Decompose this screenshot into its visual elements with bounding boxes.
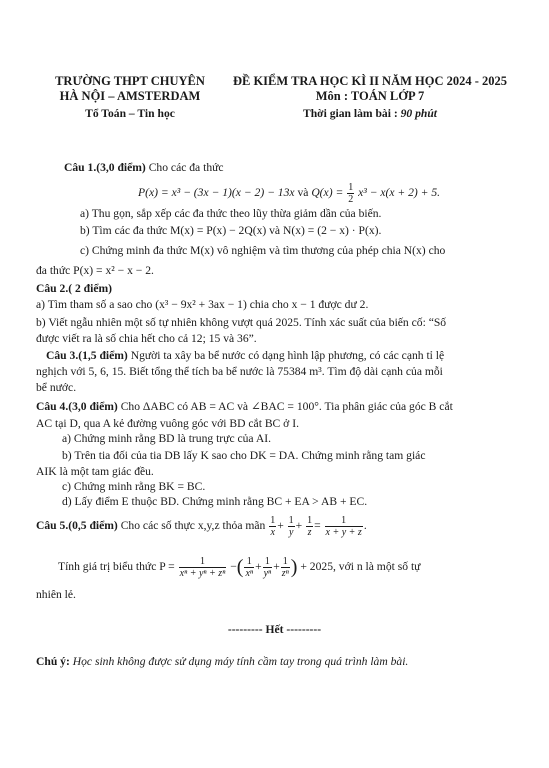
note-label: Chú ý: [36, 655, 70, 668]
q4-text1: Cho ΔABC có AB = AC và ∠BAC = 100°. Tia phân giác của góc B cắt [120, 400, 453, 413]
q2-part-b-line2: được viết ra là số chia hết cho cả 12; 15 và 36”. [36, 332, 257, 345]
q3-line1 [46, 348, 444, 363]
time-value: 90 phút [400, 107, 437, 120]
q1-Q-frac-den: 2 [348, 194, 354, 205]
q5-cond-frac-y [288, 515, 295, 538]
q5-intro: Cho các số thực x,y,z thỏa mãn [120, 519, 266, 533]
exam-title: ĐỀ KIỂM TRA HỌC KÌ II NĂM HỌC 2024 - 2025 [232, 74, 508, 88]
q1-Q-fraction [347, 182, 354, 205]
q5-cond-frac-x [269, 515, 276, 538]
q5-p-den: xⁿ + yⁿ + zⁿ [179, 568, 226, 579]
q1-intro: Cho các đa thức [148, 161, 224, 174]
q4-line1 [36, 399, 453, 414]
q5-t-d2: yⁿ [263, 568, 272, 579]
q1-and: và [297, 186, 309, 200]
q4-part-b-line2: AIK là một tam giác đều. [36, 465, 154, 478]
q5-t-frac1 [244, 556, 254, 579]
q5-t-frac3 [281, 556, 290, 579]
q3-title: Câu 3.(1,5 điểm) [46, 349, 128, 362]
q4-title: Câu 4.(3,0 điểm) [36, 400, 118, 413]
q1-Q-left: Q(x) = [311, 186, 344, 200]
q5-t-n2: 1 [263, 556, 273, 568]
q1-part-a: a) Thu gọn, sắp xếp các đa thức theo lũy thừa giảm dần của biến. [80, 207, 382, 220]
time-label: Thời gian làm bài : [303, 107, 398, 120]
school-name-line2: HÀ NỘI – AMSTERDAM [59, 89, 201, 103]
q5-line1: Câu 5.(0,5 điểm) Cho các số thực x,y,z thỏa mãn $\frac{1}{x}$ + $\frac{1}{y}$ + $\frac{1}{z}$ = $\frac{1}{x + y + z}$ . [36, 515, 367, 538]
q5-minus: − [230, 560, 237, 574]
note [36, 654, 408, 669]
q3-line2: nghịch với 5, 6, 15. Biết tổng thể tích ba bể nước là 75384 m³. Tìm độ dài cạnh của mỗi [36, 365, 443, 378]
q5-t-d1: xⁿ [245, 568, 254, 579]
q5-t-d3: zⁿ [281, 568, 289, 579]
q2-part-b-line1: b) Viết ngẫu nhiên một số tự nhiên không vượt quá 2025. Tính xác suất của biến cố: “Số [36, 316, 447, 329]
end-marker: --------- Hết --------- [227, 623, 322, 636]
q5-title: Câu 5.(0,5 điểm) [36, 519, 118, 533]
q2-title: Câu 2.( 2 điểm) [36, 282, 112, 295]
q4-part-c: c) Chứng minh rằng BK = BC. [62, 480, 206, 493]
q1-P-formula: P(x) = x³ − (3x − 1)(x − 2) − 13x [138, 186, 295, 200]
q5-cond-frac-sum [325, 515, 363, 538]
q5-t-n3: 1 [281, 556, 290, 568]
q5-line3: nhiên lẻ. [36, 588, 76, 601]
q5-compute: Tính giá trị biểu thức P = [58, 560, 175, 574]
subject: Môn : TOÁN LỚP 7 [315, 89, 425, 103]
q5-cond-d2: y [288, 527, 294, 538]
q4-line2: AC tại D, qua A kẻ đường vuông góc với BD cắt BC ở I. [36, 417, 299, 430]
q3-text1: Người ta xây ba bể nước có dạng hình lập phương, có các cạnh tỉ lệ [130, 349, 445, 362]
q5-t-frac2 [263, 556, 273, 579]
q5-p-num: 1 [179, 556, 227, 568]
q1-part-c-line2: đa thức P(x) = x² − x − 2. [36, 264, 154, 277]
department: Tổ Toán – Tin học [85, 107, 175, 120]
q5-cond-d3: z [307, 527, 312, 538]
q5-cond-d1: x [270, 527, 275, 538]
q1-title: Câu 1.(3,0 điểm) [64, 161, 146, 174]
note-text: Học sinh không được sử dụng máy tính cầm tay trong quá trình làm bài. [72, 655, 409, 668]
q4-part-b-line1: b) Trên tia đối của tia DB lấy K sao cho DK = DA. Chứng minh rằng tam giác [62, 449, 426, 462]
q5-cond-rd: x + y + z [325, 527, 362, 538]
q1-Q-right: x³ − x(x + 2) + 5. [358, 186, 441, 200]
q1-part-c-line1: c) Chứng minh đa thức M(x) vô nghiệm và tìm thương của phép chia N(x) cho [80, 244, 446, 257]
q5-tail: + 2025, với n là một số tự [300, 560, 421, 574]
time-info [220, 106, 520, 121]
q1-part-b: b) Tìm các đa thức M(x) = P(x) − 2Q(x) và N(x) = (2 − x) · P(x). [80, 224, 382, 237]
q5-t-n1: 1 [244, 556, 254, 568]
q2-part-a: a) Tìm tham số a sao cho (x³ − 9x² + 3ax − 1) chia cho x − 1 được dư 2. [36, 298, 369, 311]
q5-cond-n3: 1 [307, 515, 313, 526]
q1-formula [138, 182, 440, 205]
q4-part-d: d) Lấy điểm E thuộc BD. Chứng minh rằng BC + EA > AB + EC. [62, 495, 368, 508]
q5-line2: Tính giá trị biểu thức P = $\frac{1}{\text{xⁿ + yⁿ + zⁿ}}$ −( $\frac{1}{\text{xⁿ}}$ + $\frac{1}{\text{yⁿ}}$ + $\frac{1}{\text{zⁿ}}$ ) + 2025, với n là một số tự [58, 556, 421, 579]
q5-cond-frac-z [306, 515, 313, 538]
school-name-line1: TRƯỜNG THPT CHUYÊN [55, 74, 205, 88]
q1-heading [64, 160, 224, 175]
q4-part-a: a) Chứng minh rằng BD là trung trực của AI. [62, 432, 271, 445]
q1-Q-frac-num: 1 [348, 182, 354, 193]
q3-line3: bể nước. [36, 381, 77, 394]
q5-p-frac [179, 556, 227, 579]
q5-cond-rn: 1 [325, 515, 363, 527]
q5-cond-n1: 1 [270, 515, 276, 526]
q5-cond-n2: 1 [288, 515, 294, 526]
